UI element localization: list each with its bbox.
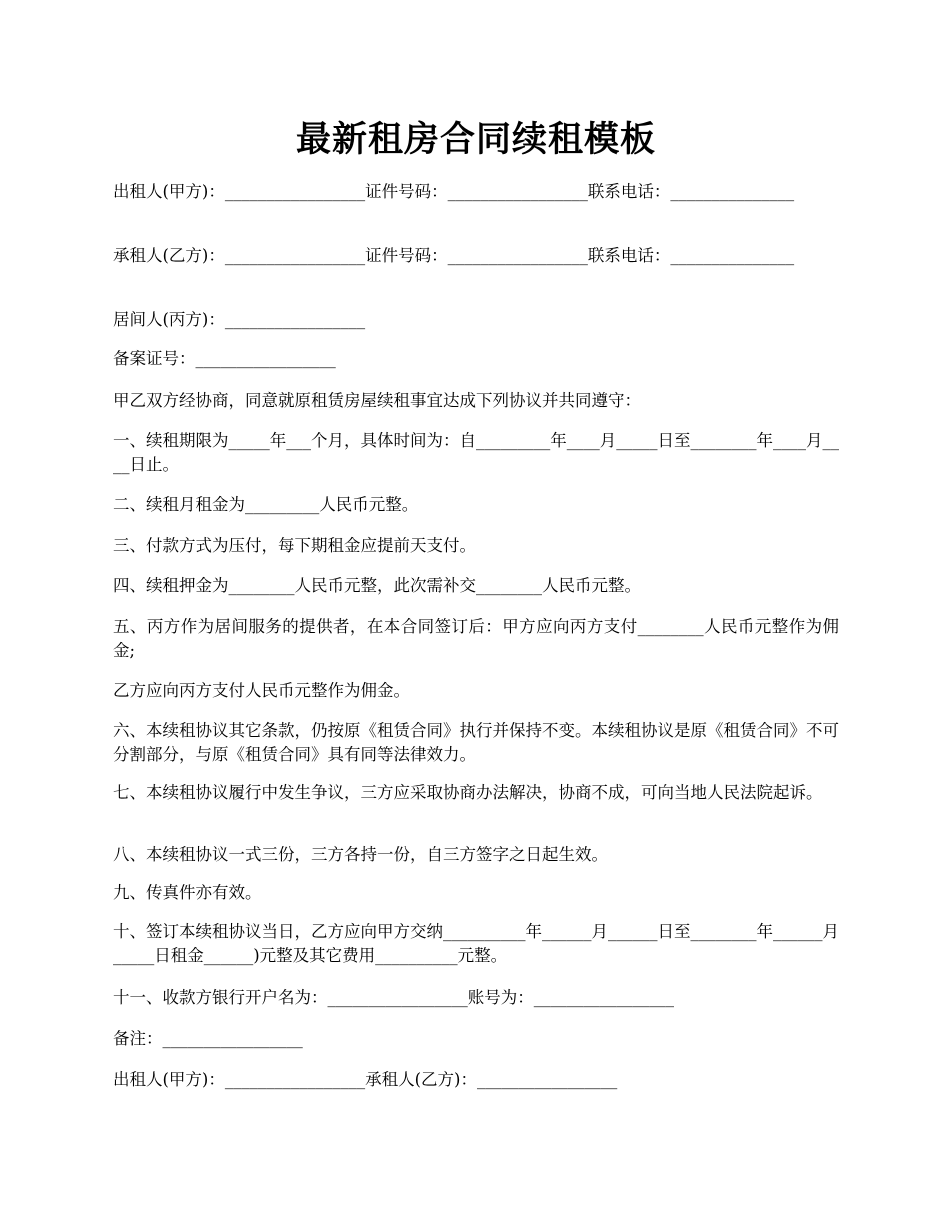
clause-4: 四、续租押金为________人民币元整，此次需补交________人民币元整。 [113, 576, 641, 595]
preamble: 甲乙双方经协商，同意就原租赁房屋续租事宜达成下列协议并共同遵守： [113, 391, 641, 410]
clause-10: 十、签订本续租协议当日，乙方应向甲方交纳__________年______月______日至________年______月_____日租金______)元整及其它费用__________元整。 [113, 922, 839, 965]
clause-11: 十一、收款方银行开户名为：_________________账号为：_________________ [113, 988, 674, 1007]
clause-2: 二、续租月租金为_________人民币元整。 [113, 495, 419, 514]
clause-6: 六、本续租协议其它条款，仍按原《租赁合同》执行并保持不变。本续租协议是原《租赁合同》不可分割部分，与原《租赁合同》具有同等法律效力。 [113, 721, 839, 764]
party-c-line: 居间人(丙方)：_________________ [113, 310, 366, 329]
clause-1: 一、续租期限为_____年___个月，具体时间为：自_________年____月_____日至________年____月____日止。 [113, 431, 839, 474]
clause-3: 三、付款方式为压付，每下期租金应提前天支付。 [113, 536, 476, 555]
record-number-line: 备案证号：_________________ [113, 349, 336, 368]
party-a-line: 出租人(甲方)：_________________证件号码：_________________联系电话：_______________ [113, 182, 795, 201]
clause-5: 五、丙方作为居间服务的提供者，在本合同签订后：甲方应向丙方支付________人民币元整作为佣金; [113, 617, 839, 660]
clause-7: 七、本续租协议履行中发生争议，三方应采取协商办法解决，协商不成，可向当地人民法院起诉。 [113, 783, 823, 802]
document-title: 最新租房合同续租模板 [295, 119, 656, 160]
clause-8: 八、本续租协议一式三份，三方各持一份，自三方签字之日起生效。 [113, 845, 608, 864]
signature-line: 出租人(甲方)：_________________承租人(乙方)：_________________ [113, 1070, 618, 1089]
clause-9: 九、传真件亦有效。 [113, 883, 262, 902]
clause-5-continued: 乙方应向丙方支付人民币元整作为佣金。 [113, 681, 410, 700]
remarks-line: 备注：_________________ [113, 1029, 303, 1048]
party-b-line: 承租人(乙方)：_________________证件号码：_________________联系电话：_______________ [113, 246, 795, 265]
